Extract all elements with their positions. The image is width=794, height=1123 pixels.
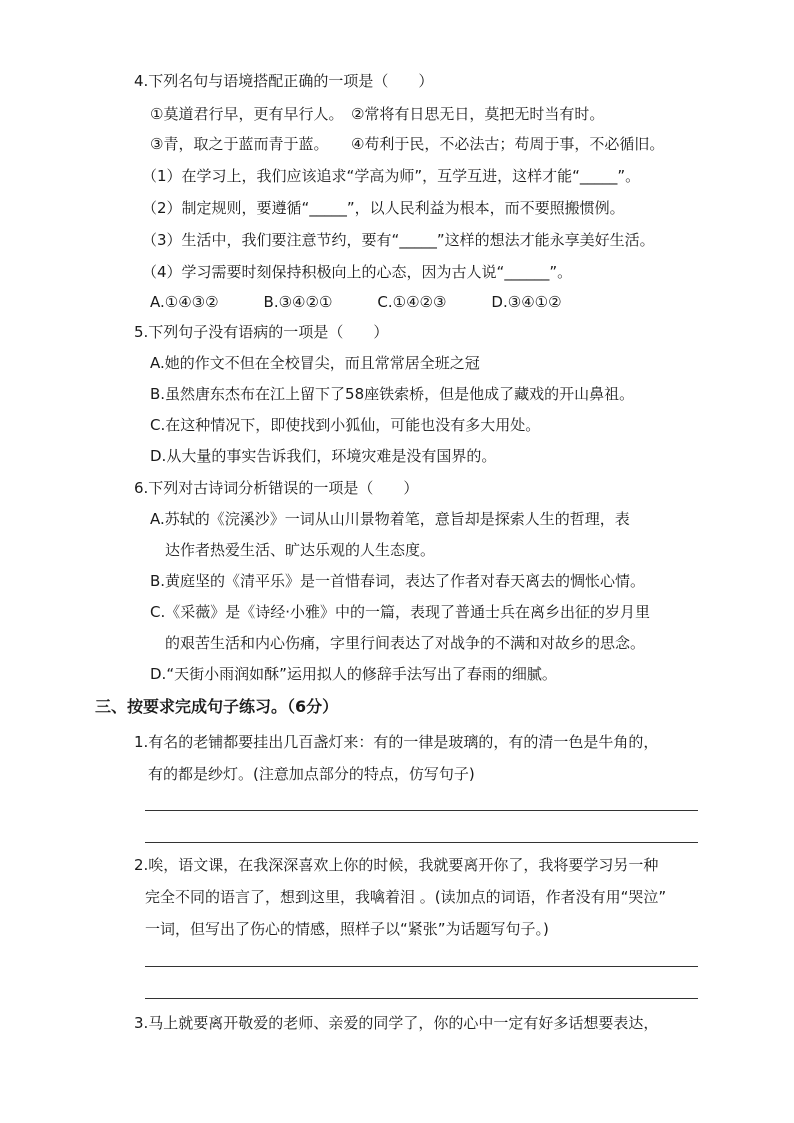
q4-options-row1: ①莫道君行早，更有早行人。 ②常将有日思无日，莫把无时当有时。 [150,105,605,123]
section-3-heading: 三、按要求完成句子练习。（6分） [95,697,339,716]
item1-line1: 1.有名的老铺都要挂出几百盏灯来：有的一律是玻璃的，有的清一色是牛角的， [134,733,659,751]
q5-option-a: A.她的作文不但在全校冒尖，而且常常居全班之冠 [150,354,480,372]
q6-option-a-line1: A.苏轼的《浣溪沙》一词从山川景物着笔，意旨却是探索人生的哲理，表 [150,510,630,528]
q4-situation-4: （4）学习需要时刻保持积极向上的心态，因为古人说“______”。 [142,263,573,281]
q4-options-row2: ③青，取之于蓝而青于蓝。 ④苟利于民，不必法古；苟周于事，不必循旧。 [150,135,665,153]
q6-option-c-line1: C.《采薇》是《诗经·小雅》中的一篇，表现了普通士兵在离乡出征的岁月里 [150,603,651,621]
item2-line2: 完全不同的语言了，想到这里，我噙着泪 。(读加点的词语，作者没有用“哭泣” [145,888,667,906]
q5-option-c: C.在这种情况下，即使找到小狐仙，可能也没有多大用处。 [150,416,541,434]
q4-situation-2: （2）制定规则，要遵循“_____”，以人民利益为根本，而不要照搬惯例。 [142,199,625,217]
q5-option-b: B.虽然唐东杰布在江上留下了58座铁索桥，但是他成了藏戏的开山鼻祖。 [150,385,635,403]
q6-option-c-line2: 的艰苦生活和内心伤痛，字里行间表达了对战争的不满和对故乡的思念。 [165,634,646,652]
q5-stem: 5.下列句子没有语病的一项是（ ） [134,323,389,341]
item2-line1: 2.唉，语文课，在我深深喜欢上你的时候，我就要离开你了，我将要学习另一种 [134,856,659,874]
q5-option-d: D.从大量的事实告诉我们，环境灾难是没有国界的。 [150,447,497,465]
q6-option-d: D.“天街小雨润如酥”运用拟人的修辞手法写出了春雨的细腻。 [150,665,557,683]
q4-situation-1: （1）在学习上，我们应该追求“学高为师”，互学互进，这样才能“_____”。 [142,167,641,185]
item1-line2: 有的都是纱灯。(注意加点部分的特点，仿写句子) [148,765,475,783]
item2-line3: 一词，但写出了伤心的情感，照样子以“紧张”为话题写句子。) [145,920,549,938]
q6-option-a-line2: 达作者热爱生活、旷达乐观的人生态度。 [165,541,436,559]
q6-stem: 6.下列对古诗词分析错误的一项是（ ） [134,479,419,497]
q4-stem: 4.下列名句与语境搭配正确的一项是（ ） [134,72,434,90]
answer-line[interactable] [145,842,698,843]
answer-line[interactable] [145,998,698,999]
item3-line1: 3.马上就要离开敬爱的老师、亲爱的同学了，你的心中一定有好多话想要表达， [134,1014,659,1032]
answer-line[interactable] [145,966,698,967]
answer-line[interactable] [145,810,698,811]
q6-option-b: B.黄庭坚的《清平乐》是一首惜春词，表达了作者对春天离去的惆怅心情。 [150,572,646,590]
q4-situation-3: （3）生活中，我们要注意节约，要有“_____”这样的想法才能永享美好生活。 [142,231,655,249]
q4-answer-choices: A.①④③② B.③④②① C.①④②③ D.③④①② [150,293,562,311]
